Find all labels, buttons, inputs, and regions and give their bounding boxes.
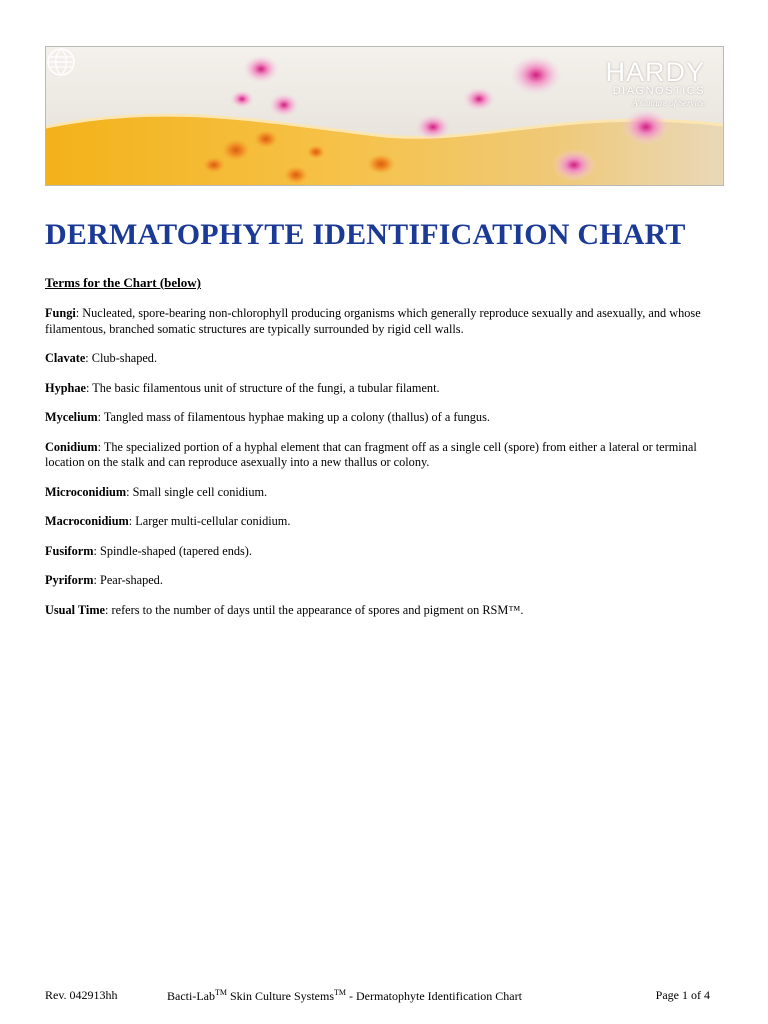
term-name: Fungi — [45, 306, 76, 320]
term-name: Macroconidium — [45, 514, 129, 528]
term-item — [45, 485, 735, 501]
footer-doc-name: - Dermatophyte Identification Chart — [346, 989, 522, 1003]
section-heading: Terms for the Chart (below) — [45, 275, 201, 290]
term-definition: : refers to the number of days until the appearance of spores and pigment on RSM™. — [105, 602, 524, 617]
term-name: Hyphae — [45, 380, 86, 395]
revision-code: Rev. 042913hh — [45, 988, 118, 1002]
term-name: Clavate — [45, 351, 86, 365]
footer-document-title — [167, 988, 522, 1004]
term-definition: : Larger multi-cellular conidium. — [128, 514, 291, 528]
term-item — [45, 306, 735, 337]
term-definition: : Small single cell conidium. — [126, 484, 268, 499]
term-name: Fusiform — [45, 543, 94, 558]
term-item — [45, 381, 735, 397]
term-item — [45, 544, 735, 560]
term-name: Mycelium — [45, 410, 98, 424]
logo-tagline: A Culture of Service — [632, 98, 705, 108]
term-item — [45, 410, 735, 426]
logo-wordmark: HARDY — [605, 57, 705, 87]
term-definition: : Tangled mass of filamentous hyphae making up a colony (thallus) of a fungus. — [97, 410, 490, 424]
term-definition: : The specialized portion of a hyphal element that can fragment off as a single cell (spore) from either a lateral or terminal location on the stalk and can reproduce asexually into a new thallus or colony. — [45, 439, 697, 469]
term-name: Conidium — [45, 439, 98, 454]
term-definition: : Club-shaped. — [85, 351, 158, 365]
term-item — [45, 573, 735, 589]
trademark-mark: TM — [334, 988, 346, 997]
term-item — [45, 514, 735, 530]
term-definition: : Spindle-shaped (tapered ends). — [93, 543, 252, 558]
footer-product: Bacti-Lab — [167, 989, 215, 1003]
term-name: Usual Time — [45, 602, 106, 617]
term-item — [45, 351, 735, 367]
page-number: Page 1 of 4 — [655, 988, 710, 1002]
page-title: DERMATOPHYTE IDENTIFICATION CHART — [45, 218, 686, 251]
header-banner — [45, 46, 724, 186]
term-definition: : The basic filamentous unit of structure of the fungi, a tubular filament. — [86, 380, 440, 395]
term-item — [45, 440, 735, 471]
term-item — [45, 603, 735, 619]
term-name: Pyriform — [45, 573, 94, 587]
term-definition: : Pear-shaped. — [93, 573, 163, 587]
hardy-logo — [605, 59, 705, 109]
page-footer — [45, 988, 710, 1004]
footer-product-line: Skin Culture Systems — [226, 989, 334, 1003]
hardy-globe-icon — [46, 47, 76, 77]
terms-list — [45, 306, 735, 632]
term-name: Microconidium — [45, 484, 127, 499]
term-definition: : Nucleated, spore-bearing non-chlorophyll producing organisms which generally reproduce sexually and asexually, and whose filamentous, branched somatic structures are typically surrounded by rigid cell walls. — [45, 306, 701, 336]
logo-subtitle: DIAGNOSTICS — [612, 85, 705, 97]
trademark-mark: TM — [214, 988, 227, 997]
